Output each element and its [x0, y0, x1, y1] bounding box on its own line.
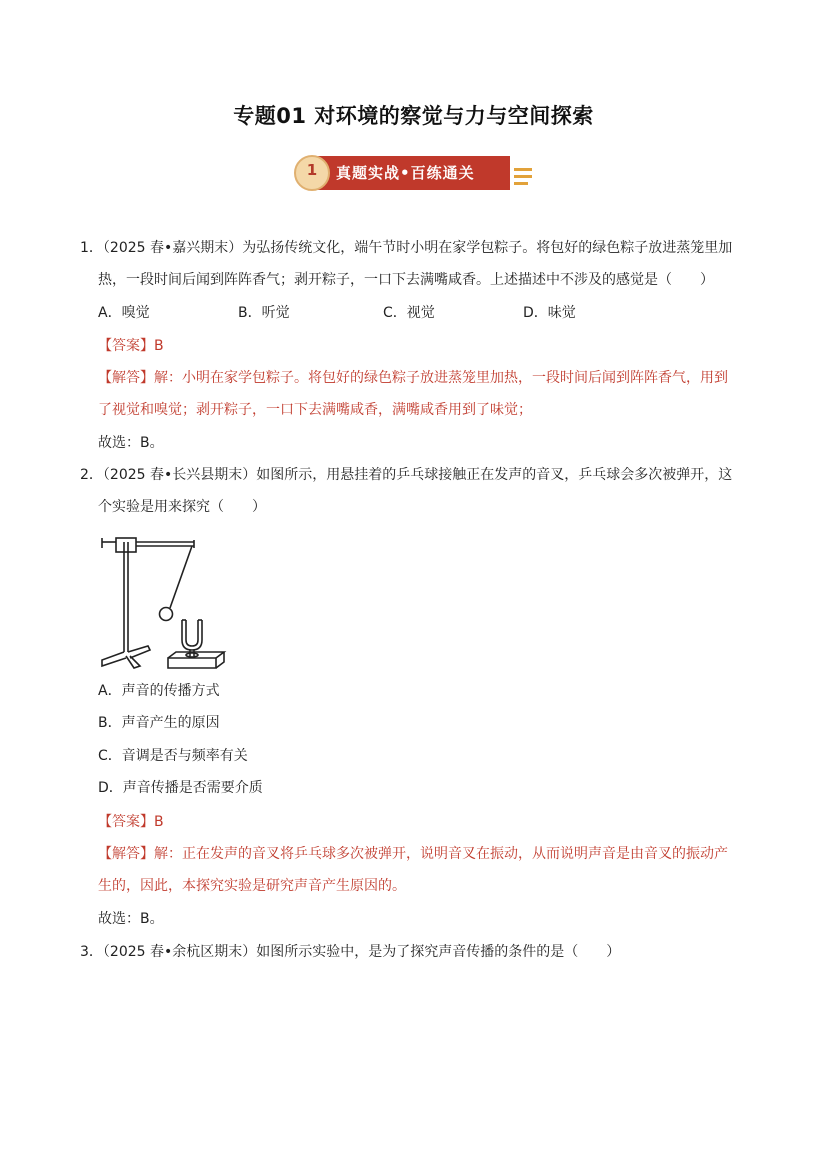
banner-text: 真题实战•百练通关: [336, 164, 475, 182]
tuning-fork-figure: [96, 528, 236, 677]
question-2-option-c: C．音调是否与频率有关: [98, 748, 248, 764]
analysis-label: 【解答】: [98, 846, 154, 862]
question-2-option-b: B．声音产生的原因: [98, 715, 220, 731]
question-1-options: [98, 297, 738, 329]
answer-value: B: [154, 338, 164, 354]
answer-value: B: [154, 814, 164, 830]
question-2-analysis-line-1: [98, 838, 752, 870]
option-a: A．嗅觉: [98, 305, 150, 321]
question-2-conclusion: 故选：B。: [98, 911, 164, 927]
question-1-line-1: 1．（2025 春•嘉兴期末）为弘扬传统文化，端午节时小明在家学包粽子。将包好的绿色粽子放进蒸笼里加: [80, 240, 733, 256]
banner-number: 1: [306, 161, 318, 179]
analysis-text: 解：小明在家学包粽子。将包好的绿色粽子放进蒸笼里加热，一段时间后闻到阵阵香气，用到: [154, 370, 728, 386]
answer-label: 【答案】: [98, 338, 154, 354]
question-3-line-1: 3．（2025 春•余杭区期末）如图所示实验中，是为了探究声音传播的条件的是（ ）: [80, 944, 621, 960]
answer-label: 【答案】: [98, 814, 154, 830]
section-banner: [292, 153, 532, 193]
question-1-line-2: 热，一段时间后闻到阵阵香气；剥开粽子，一口下去满嘴咸香。上述描述中不涉及的感觉是（ ）: [98, 272, 714, 288]
analysis-label: 【解答】: [98, 370, 154, 386]
question-1-analysis-line-2: 了视觉和嗅觉；剥开粽子，一口下去满嘴咸香，满嘴咸香用到了味觉；: [98, 402, 532, 418]
tuning-fork-pingpong-illustration: [96, 528, 236, 673]
question-1-analysis-line-1: [98, 362, 752, 394]
analysis-text: 解：正在发声的音叉将乒乓球多次被弹开，说明音叉在振动，从而说明声音是由音叉的振动产: [154, 846, 728, 862]
question-2-option-d: D．声音传播是否需要介质: [98, 780, 263, 796]
question-2-analysis-line-2: 生的，因此，本探究实验是研究声音产生原因的。: [98, 878, 406, 894]
question-1-conclusion: 故选：B。: [98, 435, 164, 451]
page-title: 专题01 对环境的察觉与力与空间探索: [233, 104, 594, 128]
option-d: D．味觉: [523, 305, 576, 321]
option-c: C．视觉: [383, 305, 435, 321]
question-2-answer: [98, 806, 164, 838]
question-2-option-a: A．声音的传播方式: [98, 683, 220, 699]
question-2-line-2: 个实验是用来探究（ ）: [98, 499, 266, 515]
question-2-line-1: 2．（2025 春•长兴县期末）如图所示，用悬挂着的乒乓球接触正在发声的音叉，乒乓球会多次被弹开，这: [80, 467, 733, 483]
question-1-answer: [98, 330, 164, 362]
option-b: B．听觉: [238, 305, 290, 321]
